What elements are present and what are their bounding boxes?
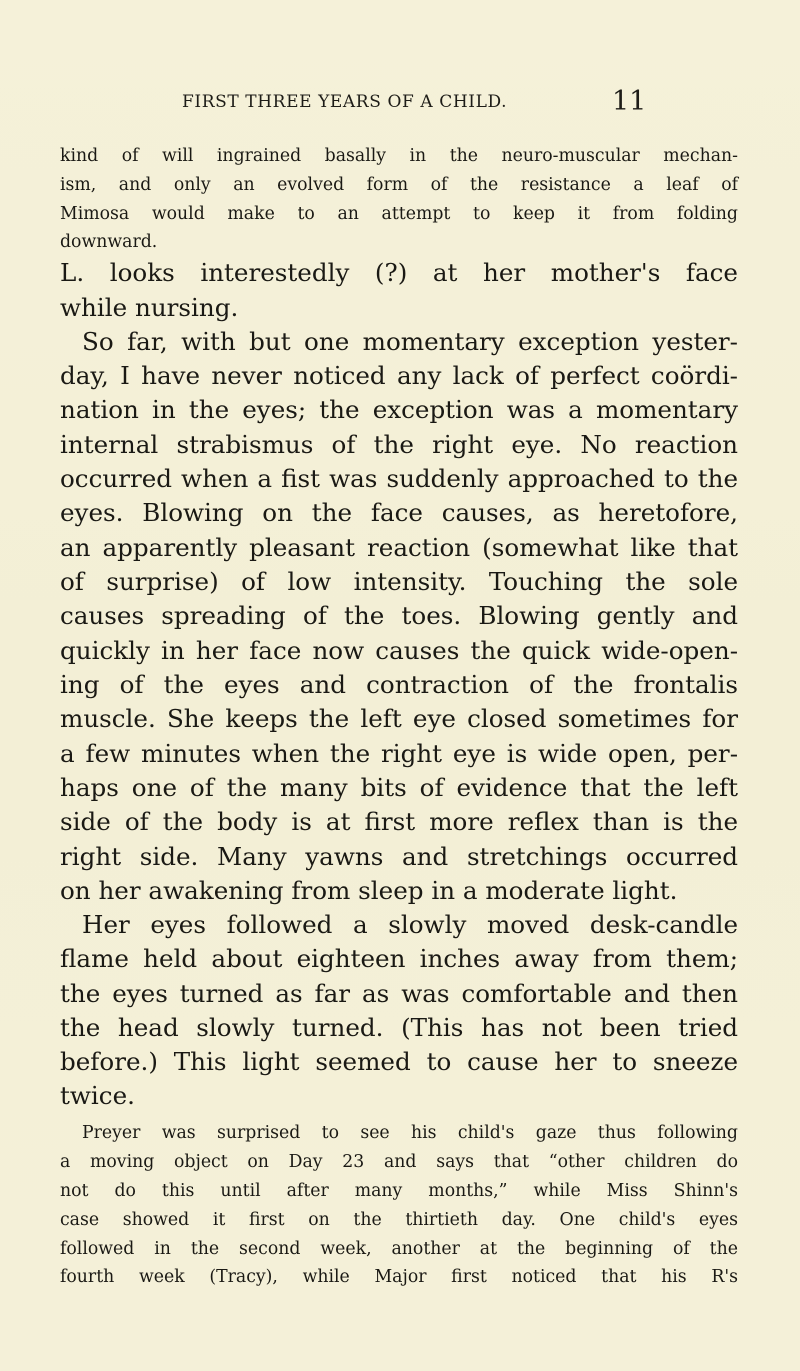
text-line: side of the body is at first more reflex than is the	[60, 807, 738, 836]
text-line: Preyer was surprised to see his child's gaze thus following	[82, 1123, 738, 1143]
text-line: a few minutes when the right eye is wide open, per-	[60, 739, 738, 768]
text-line: right side. Many yawns and stretchings occurred	[60, 842, 738, 871]
text-line: quickly in her face now causes the quick wide-open-	[60, 636, 738, 665]
text-line: of surprise) of low intensity. Touching the sole	[60, 567, 738, 596]
text-line: day, I have never noticed any lack of perfect coördi-	[60, 361, 738, 390]
text-line: case showed it first on the thirtieth day. One child's eyes	[60, 1210, 738, 1230]
text-line: followed in the second week, another at the beginning of the	[60, 1239, 738, 1259]
text-line: an apparently pleasant reaction (somewhat like that	[60, 533, 738, 562]
text-line: flame held about eighteen inches away from them;	[60, 944, 738, 973]
running-title: FIRST THREE YEARS OF A CHILD.	[182, 92, 508, 112]
text-line: a moving object on Day 23 and says that “other children do	[60, 1152, 738, 1172]
text-line: So far, with but one momentary exception yester-	[82, 327, 738, 356]
text-line: muscle. She keeps the left eye closed sometimes for	[60, 704, 738, 733]
text-line: Mimosa would make to an attempt to keep it from folding	[60, 204, 738, 224]
text-line: not do this until after many months,” while Miss Shinn's	[60, 1181, 738, 1201]
text-line: L. looks interestedly (?) at her mother's face	[60, 258, 738, 287]
text-line: on her awakening from sleep in a moderate light.	[60, 876, 678, 905]
text-line: Her eyes followed a slowly moved desk-candle	[82, 910, 738, 939]
text-line: occurred when a fist was suddenly approached to the	[60, 464, 738, 493]
text-line: the eyes turned as far as was comfortable and then	[60, 979, 738, 1008]
text-line: twice.	[60, 1081, 135, 1110]
text-line: kind of will ingrained basally in the neuro-muscular mechan-	[60, 146, 738, 166]
text-line: downward.	[60, 232, 158, 252]
text-line: nation in the eyes; the exception was a momentary	[60, 395, 738, 424]
text-line: the head slowly turned. (This has not been tried	[60, 1013, 738, 1042]
text-line: ing of the eyes and contraction of the frontalis	[60, 670, 738, 699]
text-line: internal strabismus of the right eye. No reaction	[60, 430, 738, 459]
text-line: before.) This light seemed to cause her to sneeze	[60, 1047, 738, 1076]
text-line: eyes. Blowing on the face causes, as heretofore,	[60, 498, 738, 527]
text-line: haps one of the many bits of evidence that the left	[60, 773, 738, 802]
page-number: 11	[612, 86, 647, 117]
text-line: ism, and only an evolved form of the resistance a leaf of	[60, 175, 738, 195]
text-line: fourth week (Tracy), while Major first noticed that his R's	[60, 1267, 738, 1287]
text-line: causes spreading of the toes. Blowing gently and	[60, 601, 738, 630]
text-line: while nursing.	[60, 293, 239, 322]
running-head	[0, 86, 800, 120]
